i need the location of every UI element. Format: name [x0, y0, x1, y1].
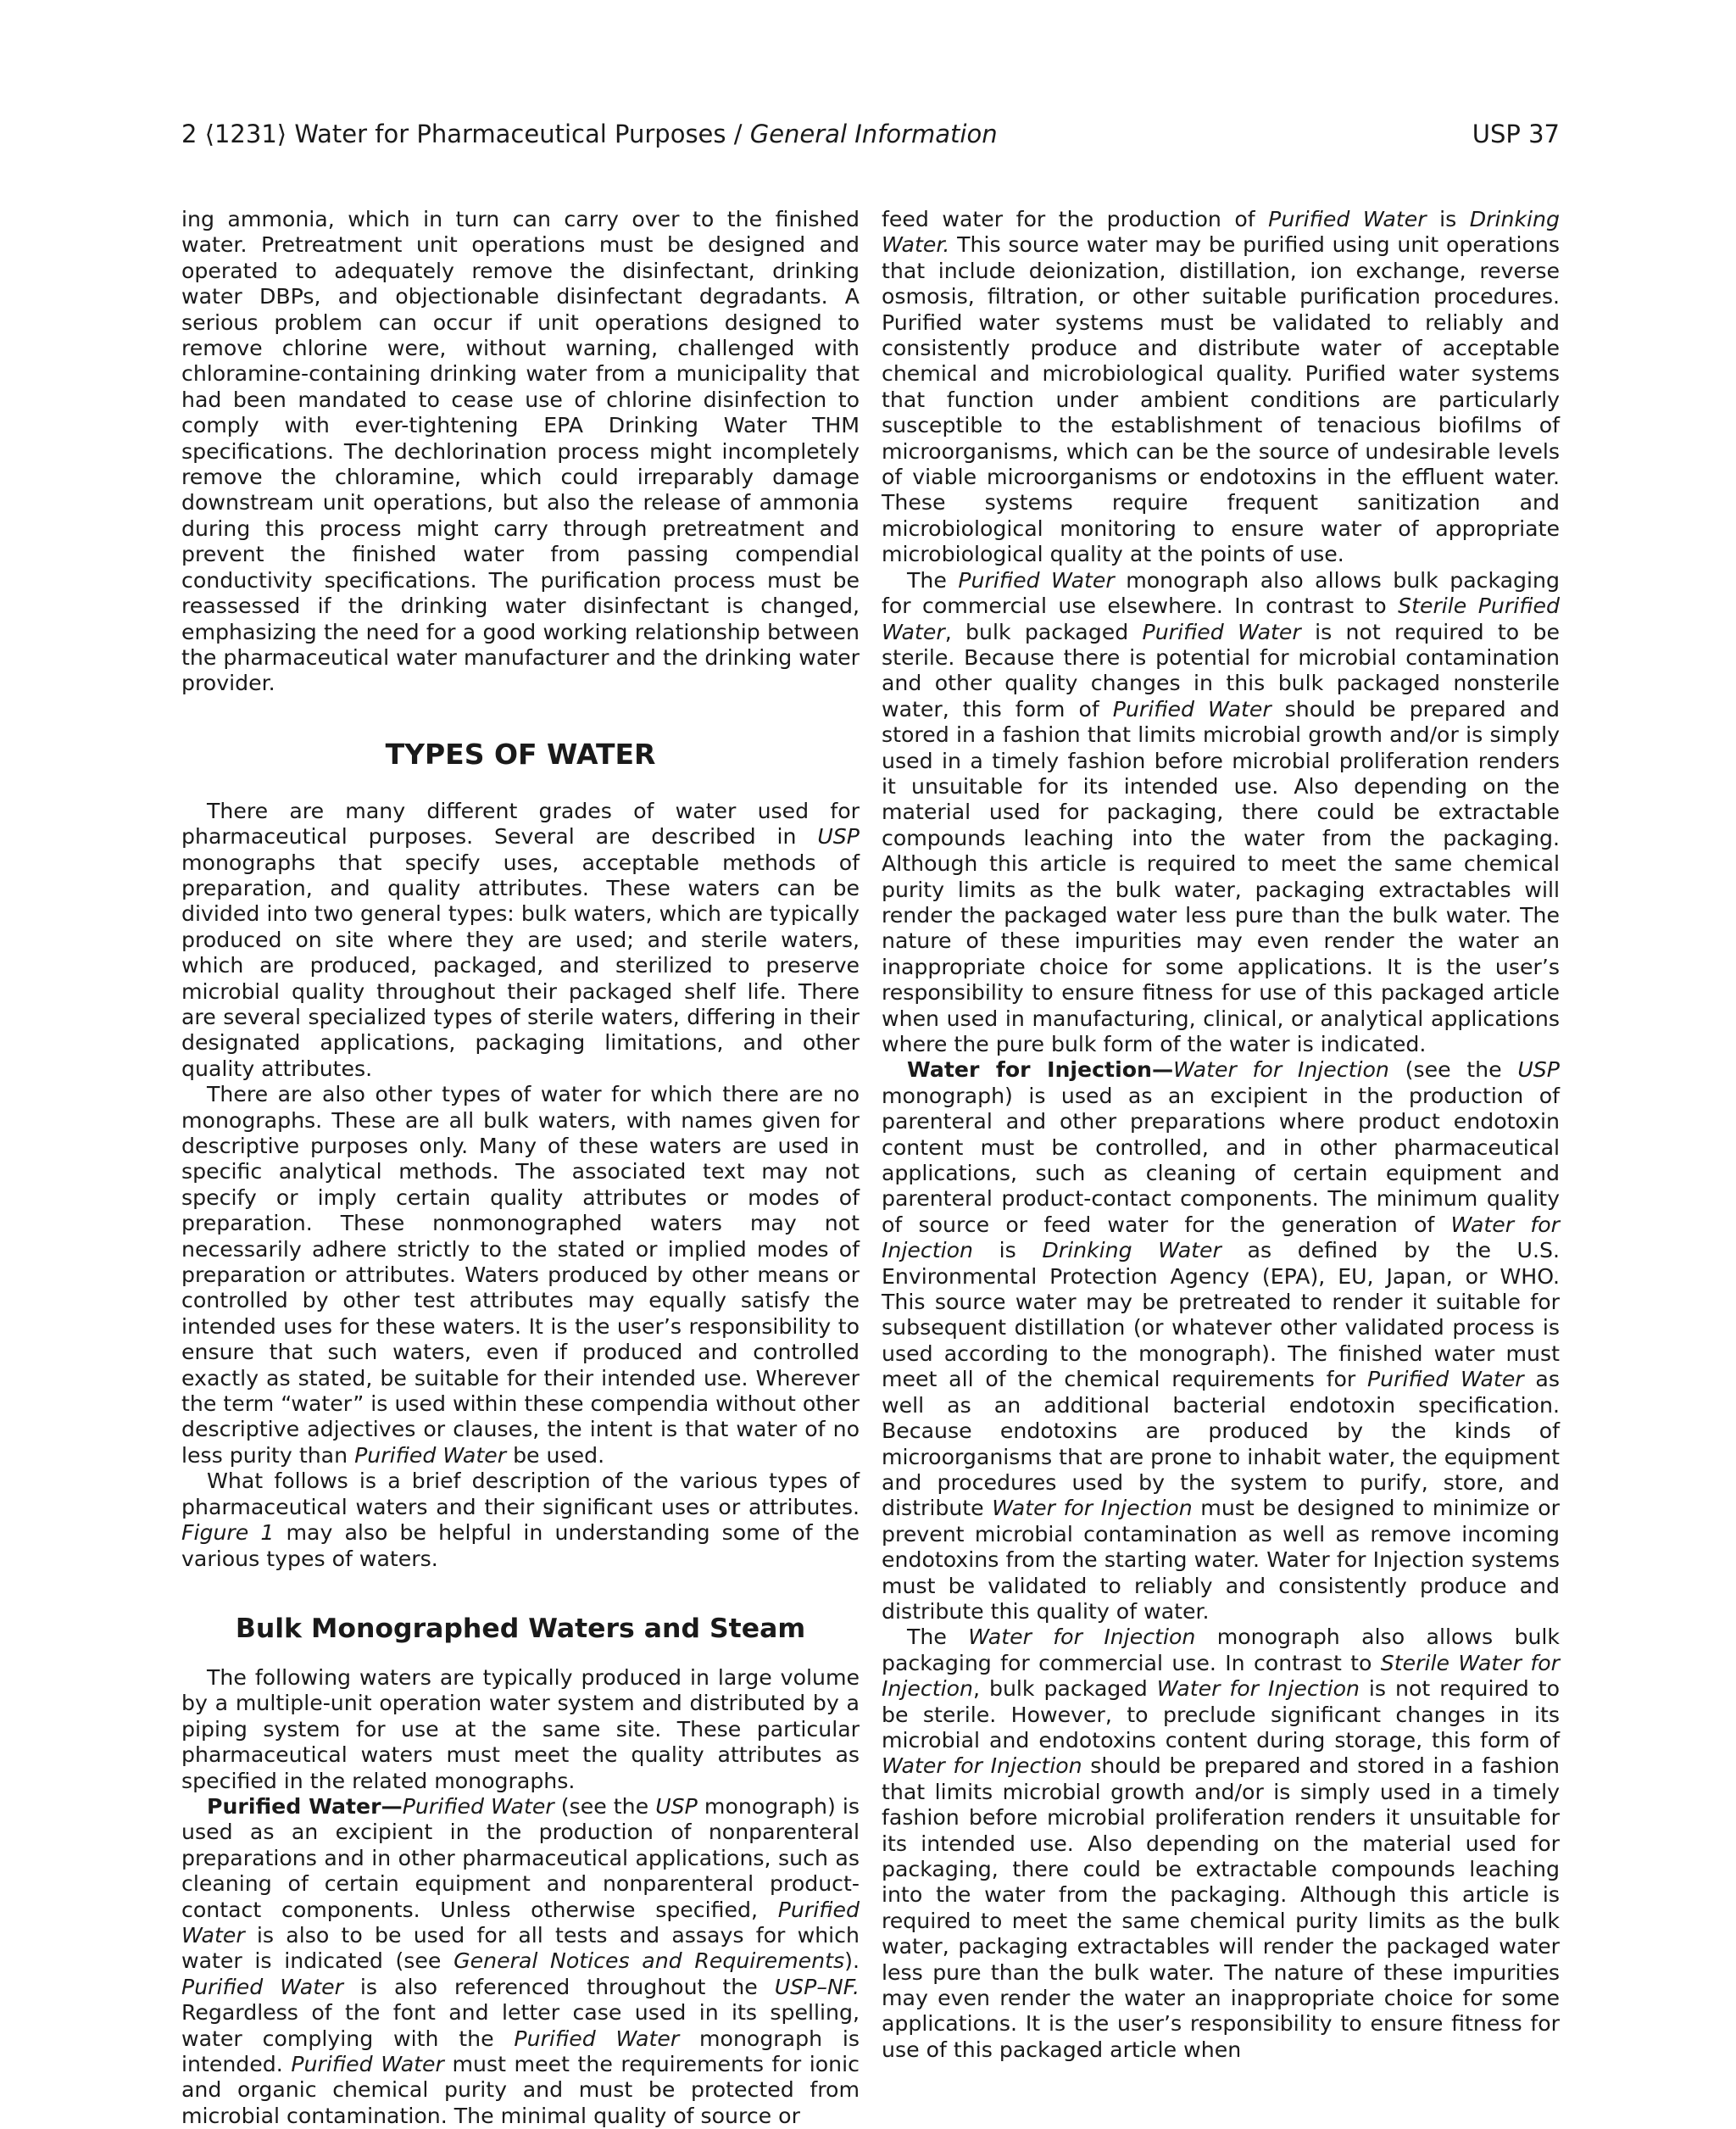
running-header	[181, 117, 1560, 151]
header-edition: USP 37	[1472, 120, 1560, 148]
header-section: General Information	[749, 120, 998, 148]
paragraph-purified-water: Purified Water—Purified Water (see the USP monograph) is used as an excipient in the production of nonparenteral preparations and in other pharmaceutical applications, such as cleaning of certain equipment and nonparenteral product-contact components. Unless otherwise specified, Purified Water is also to be used for all tests and assays for which water is indicated (see General Notices and Requirements). Purified Water is also referenced throughout the USP–NF. Regardless of the font and letter case used in its spelling, water complying with the Purified Water monograph is intended. Purified Water must meet the requirements for ionic and organic chemical purity and must be protected from microbial contamination. The minimal quality of source or	[181, 1793, 860, 2128]
heading-bulk-monographed-waters: Bulk Monographed Waters and Steam	[235, 1613, 806, 1644]
paragraph-purified-water-packaging: The Purified Water monograph also allows bulk packaging for commercial use elsewhere. In contrast to Sterile Purified Water, bulk packaged Purified Water is not required to be sterile. Because there is potential for microbial contamination and other quality changes in this bulk packaged nonsterile water, this form of Purified Water should be prepared and stored in a fashion that limits microbial growth and/or is simply used in a timely fashion before microbial proliferation renders it unsuitable for its intended use. Also depending on the material used for packaging, there could be extractable compounds leaching into the water from the packaging. Although this article is required to meet the same chemical purity limits as the bulk water, packaging extractables will render the packaged water less pure than the bulk water. The nature of these impurities may even render the water an inappropriate choice for some applications. It is the user’s responsibility to ensure fitness for use of this packaged article when used in manufacturing, clinical, or analytical applications where the pure bulk form of the water is indicated.	[882, 567, 1560, 1056]
header-chapter: 2 ⟨1231⟩ Water for Pharmaceutical Purposes /	[181, 120, 750, 148]
paragraph-grades: There are many different grades of water used for pharmaceutical purposes. Several are described in USP monographs that specify uses, acceptable methods of preparation, and quality attributes. These waters can be divided into two general types: bulk waters, which are typically produced on site where they are used; and sterile waters, which are produced, packaged, and sterilized to preserve microbial quality throughout their packaged shelf life. There are several specialized types of sterile waters, differing in their designated applications, packaging limitations, and other quality attributes.	[181, 798, 860, 1081]
paragraph-wfi-packaging: The Water for Injection monograph also allows bulk packaging for commercial use. In contrast to Sterile Water for Injection, bulk packaged Water for Injection is not required to be sterile. However, to preclude significant changes in its microbial and endotoxins content during storage, this form of Water for Injection should be prepared and stored in a fashion that limits microbial growth and/or is simply used in a timely fashion before microbial proliferation renders it unsuitable for its intended use. Also depending on the material used for packaging, there could be extractable compounds leaching into the water from the packaging. Although this article is required to meet the same chemical purity limits as the bulk water, packaging extractables will render the packaged water less pure than the bulk water. The nature of these impurities may even render the water an inappropriate choice for some applications. It is the user’s responsibility to ensure fitness for use of this packaged article when	[882, 1625, 1560, 2062]
heading-types-of-water: TYPES OF WATER	[385, 737, 656, 771]
paragraph-bulk-waters: The following waters are typically produced in large volume by a multiple-unit operation water system and distributed by a piping system for use at the same site. These particular pharmaceutical waters must meet the quality attributes as specified in the related monographs.	[181, 1664, 860, 1793]
paragraph-what-follows: What follows is a brief description of the various types of pharmaceutical waters and their significant uses or attributes. Figure 1 may also be helpful in understanding some of the various types of waters.	[181, 1469, 860, 1571]
paragraph-feed-water: feed water for the production of Purified Water is Drinking Water. This source water may be purified using unit operations that include deionization, distillation, ion exchange, reverse osmosis, filtration, or other suitable purification procedures. Purified water systems must be validated to reliably and consistently produce and distribute water of acceptable chemical and microbiological quality. Purified water systems that function under ambient conditions are particularly susceptible to the establishment of tenacious biofilms of microorganisms, which can be the source of undesirable levels of viable microorganisms or endotoxins in the effluent water. These systems require frequent sanitization and microbiological monitoring to ensure water of appropriate microbiological quality at the points of use.	[882, 207, 1560, 567]
right-column	[882, 207, 1560, 2063]
left-column	[181, 207, 860, 2129]
header-title	[181, 117, 998, 151]
paragraph-other-types: There are also other types of water for which there are no monographs. These are all bulk waters, with names given for descriptive purposes only. Many of these waters are used in specific analytical methods. The associated text may not specify or imply certain quality attributes or modes of preparation. These nonmonographed waters may not necessarily adhere strictly to the stated or implied modes of preparation or attributes. Waters produced by other means or controlled by other test attributes may equally satisfy the intended uses for these waters. It is the user’s responsibility to ensure that such waters, even if produced and controlled exactly as stated, be suitable for their intended use. Wherever the term “water” is used within these compendia without other descriptive adjectives or clauses, the intent is that water of no less purity than Purified Water be used.	[181, 1082, 860, 1468]
paragraph-water-for-injection: Water for Injection—Water for Injection (see the USP monograph) is used as an excipient in the production of parenteral and other preparations where product endotoxin content must be controlled, and in other pharmaceutical applications, such as cleaning of certain equipment and parenteral product-contact components. The minimum quality of source or feed water for the generation of Water for Injection is Drinking Water as defined by the U.S. Environmental Protection Agency (EPA), EU, Japan, or WHO. This source water may be pretreated to render it suitable for subsequent distillation (or whatever other validated process is used according to the monograph). The finished water must meet all of the chemical requirements for Purified Water as well as an additional bacterial endotoxin specification. Because endotoxins are produced by the kinds of microorganisms that are prone to inhabit water, the equipment and procedures used by the system to purify, store, and distribute Water for Injection must be designed to minimize or prevent microbial contamination as well as remove incoming endotoxins from the starting water. Water for Injection systems must be validated to reliably and consistently produce and distribute this quality of water.	[882, 1057, 1561, 1624]
paragraph-ammonia: ing ammonia, which in turn can carry over to the finished water. Pretreatment unit operations must be designed and operated to adequately remove the disinfectant, drinking water DBPs, and objectionable disinfectant degradants. A serious problem can occur if unit operations designed to remove chlorine were, without warning, challenged with chloramine-containing drinking water from a municipality that had been mandated to cease use of chlorine disinfection to comply with ever-tightening EPA Drinking Water THM specifications. The dechlorination process might incompletely remove the chloramine, which could irreparably damage downstream unit operations, but also the release of ammonia during this process might carry through pretreatment and prevent the finished water from passing compendial conductivity specifications. The purification process must be reassessed if the drinking water disinfectant is changed, emphasizing the need for a good working relationship between the pharmaceutical water manufacturer and the drinking water provider.	[181, 207, 860, 696]
